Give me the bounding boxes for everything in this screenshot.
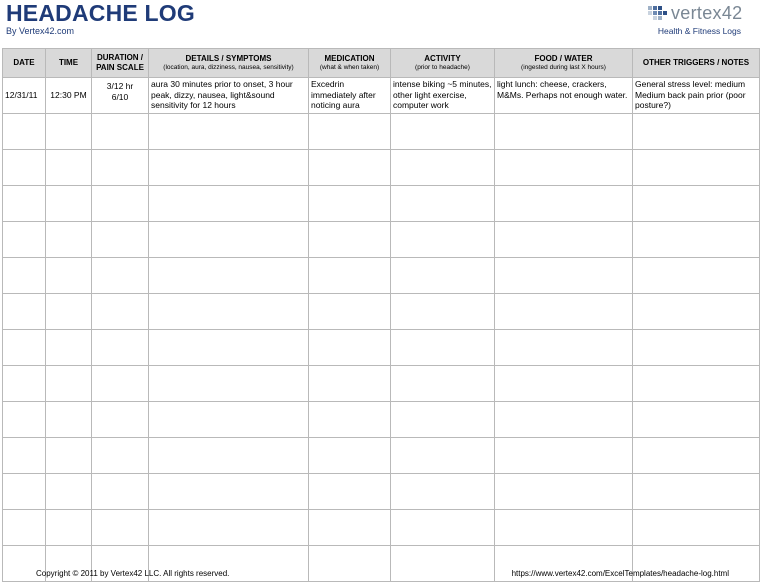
date-cell[interactable]: 12/31/11	[3, 78, 46, 114]
duration-value: 3/12 hr	[106, 81, 134, 91]
column-header-date: DATE	[3, 49, 46, 78]
column-header-time: TIME	[46, 49, 92, 78]
food-water-cell[interactable]	[495, 150, 633, 186]
details-cell[interactable]	[149, 438, 309, 474]
time-cell[interactable]	[46, 366, 92, 402]
date-cell[interactable]	[3, 366, 46, 402]
time-cell[interactable]	[46, 438, 92, 474]
details-cell[interactable]	[149, 330, 309, 366]
medication-cell[interactable]	[309, 546, 391, 582]
details-cell[interactable]	[149, 150, 309, 186]
column-header-details: DETAILS / SYMPTOMS (location, aura, dizziness, nausea, sensitivity)	[149, 49, 309, 78]
table-row	[3, 366, 760, 402]
logo-wordmark: vertex42	[671, 2, 743, 23]
notes-cell[interactable]	[633, 114, 760, 150]
food-water-cell[interactable]: light lunch: cheese, crackers, M&Ms. Perhaps not enough water.	[495, 78, 633, 114]
time-cell[interactable]	[46, 114, 92, 150]
duration-cell[interactable]	[92, 402, 149, 438]
medication-cell[interactable]	[309, 402, 391, 438]
duration-cell[interactable]	[92, 510, 149, 546]
headache-log-table	[2, 48, 760, 582]
details-cell[interactable]	[149, 186, 309, 222]
duration-cell[interactable]	[92, 366, 149, 402]
date-cell[interactable]	[3, 402, 46, 438]
medication-cell[interactable]	[309, 474, 391, 510]
table-row	[3, 402, 760, 438]
date-cell[interactable]	[3, 330, 46, 366]
table-row	[3, 186, 760, 222]
food-water-cell[interactable]	[495, 438, 633, 474]
duration-cell[interactable]	[92, 222, 149, 258]
time-cell[interactable]	[46, 186, 92, 222]
time-cell[interactable]	[46, 474, 92, 510]
time-cell[interactable]	[46, 150, 92, 186]
notes-cell[interactable]: General stress level: medium Medium back pain prior (poor posture?)	[633, 78, 760, 114]
notes-cell[interactable]	[633, 294, 760, 330]
activity-cell[interactable]	[391, 474, 495, 510]
activity-cell[interactable]	[391, 294, 495, 330]
column-header-duration: DURATION / PAIN SCALE	[92, 49, 149, 78]
byline: By Vertex42.com	[6, 26, 75, 36]
activity-cell[interactable]: intense biking ~5 minutes, other light exercise, computer work	[391, 78, 495, 114]
medication-cell[interactable]	[309, 114, 391, 150]
date-cell[interactable]	[3, 258, 46, 294]
activity-cell[interactable]	[391, 258, 495, 294]
table-row	[3, 438, 760, 474]
table-row	[3, 330, 760, 366]
medication-cell[interactable]	[309, 510, 391, 546]
activity-cell[interactable]	[391, 510, 495, 546]
table-row	[3, 78, 760, 114]
activity-cell[interactable]	[391, 546, 495, 582]
medication-cell[interactable]	[309, 366, 391, 402]
food-water-cell[interactable]	[495, 366, 633, 402]
duration-cell[interactable]	[92, 186, 149, 222]
activity-cell[interactable]	[391, 186, 495, 222]
time-cell[interactable]	[46, 294, 92, 330]
date-cell[interactable]	[3, 222, 46, 258]
column-header-other-triggers: OTHER TRIGGERS / NOTES	[633, 49, 760, 78]
time-cell[interactable]	[46, 510, 92, 546]
medication-cell[interactable]	[309, 438, 391, 474]
medication-cell[interactable]	[309, 258, 391, 294]
notes-cell[interactable]	[633, 186, 760, 222]
table-header-row	[3, 49, 760, 78]
time-cell[interactable]	[46, 330, 92, 366]
details-cell[interactable]	[149, 114, 309, 150]
table-row	[3, 294, 760, 330]
notes-cell[interactable]	[633, 402, 760, 438]
time-cell[interactable]: 12:30 PM	[46, 78, 92, 114]
pain-scale-value: 6/10	[111, 91, 129, 102]
date-cell[interactable]	[3, 510, 46, 546]
duration-cell[interactable]	[92, 114, 149, 150]
food-water-cell[interactable]	[495, 258, 633, 294]
column-header-activity: ACTIVITY (prior to headache)	[391, 49, 495, 78]
duration-cell[interactable]	[92, 258, 149, 294]
notes-cell[interactable]	[633, 150, 760, 186]
table-row	[3, 258, 760, 294]
table-row	[3, 474, 760, 510]
duration-cell[interactable]	[92, 294, 149, 330]
activity-cell[interactable]	[391, 438, 495, 474]
duration-cell[interactable]	[92, 474, 149, 510]
duration-cell[interactable]	[92, 150, 149, 186]
notes-cell[interactable]	[633, 474, 760, 510]
vertex42-cube-logo-icon	[646, 4, 668, 22]
activity-cell[interactable]	[391, 114, 495, 150]
section-subtitle: Health & Fitness Logs	[657, 26, 741, 36]
medication-cell[interactable]	[309, 186, 391, 222]
food-water-cell[interactable]	[495, 402, 633, 438]
page-title: HEADACHE LOG	[6, 0, 195, 26]
footer-url[interactable]: https://www.vertex42.com/ExcelTemplates/headache-log.html	[511, 569, 729, 578]
details-cell[interactable]	[149, 402, 309, 438]
activity-cell[interactable]	[391, 222, 495, 258]
duration-cell[interactable]	[92, 330, 149, 366]
duration-cell[interactable]	[92, 438, 149, 474]
food-water-cell[interactable]	[495, 510, 633, 546]
details-cell[interactable]	[149, 258, 309, 294]
medication-cell[interactable]	[309, 330, 391, 366]
column-header-medication: MEDICATION (what & when taken)	[309, 49, 391, 78]
notes-cell[interactable]	[633, 330, 760, 366]
notes-cell[interactable]	[633, 510, 760, 546]
time-cell[interactable]	[46, 222, 92, 258]
details-cell[interactable]	[149, 222, 309, 258]
date-cell[interactable]	[3, 114, 46, 150]
food-water-cell[interactable]	[495, 222, 633, 258]
notes-cell[interactable]	[633, 222, 760, 258]
date-cell[interactable]	[3, 438, 46, 474]
date-cell[interactable]	[3, 150, 46, 186]
date-cell[interactable]	[3, 474, 46, 510]
table-row	[3, 114, 760, 150]
activity-cell[interactable]	[391, 402, 495, 438]
medication-cell[interactable]	[309, 222, 391, 258]
medication-cell[interactable]	[309, 150, 391, 186]
duration-cell[interactable]	[92, 78, 149, 114]
copyright-notice: Copyright © 2011 by Vertex42 LLC. All rights reserved.	[36, 569, 230, 578]
time-cell[interactable]	[46, 402, 92, 438]
date-cell[interactable]	[3, 294, 46, 330]
time-cell[interactable]	[46, 258, 92, 294]
table-row	[3, 150, 760, 186]
medication-cell[interactable]: Excedrin immediately after noticing aura	[309, 78, 391, 114]
activity-cell[interactable]	[391, 150, 495, 186]
food-water-cell[interactable]	[495, 330, 633, 366]
activity-cell[interactable]	[391, 330, 495, 366]
details-cell[interactable]	[149, 294, 309, 330]
date-cell[interactable]	[3, 186, 46, 222]
details-cell[interactable]	[149, 366, 309, 402]
medication-cell[interactable]	[309, 294, 391, 330]
activity-cell[interactable]	[391, 366, 495, 402]
table-row	[3, 222, 760, 258]
food-water-cell[interactable]	[495, 294, 633, 330]
notes-cell[interactable]	[633, 438, 760, 474]
column-header-food-water: FOOD / WATER (ingested during last X hours)	[495, 49, 633, 78]
vertex42-logo	[646, 2, 742, 24]
notes-cell[interactable]	[633, 366, 760, 402]
food-water-cell[interactable]	[495, 114, 633, 150]
food-water-cell[interactable]	[495, 186, 633, 222]
food-water-cell[interactable]	[495, 474, 633, 510]
notes-cell[interactable]	[633, 258, 760, 294]
details-cell[interactable]	[149, 510, 309, 546]
table-row	[3, 510, 760, 546]
details-cell[interactable]: aura 30 minutes prior to onset, 3 hour peak, dizzy, nausea, light&sound sensitivity for 12 hours	[149, 78, 309, 114]
details-cell[interactable]	[149, 474, 309, 510]
